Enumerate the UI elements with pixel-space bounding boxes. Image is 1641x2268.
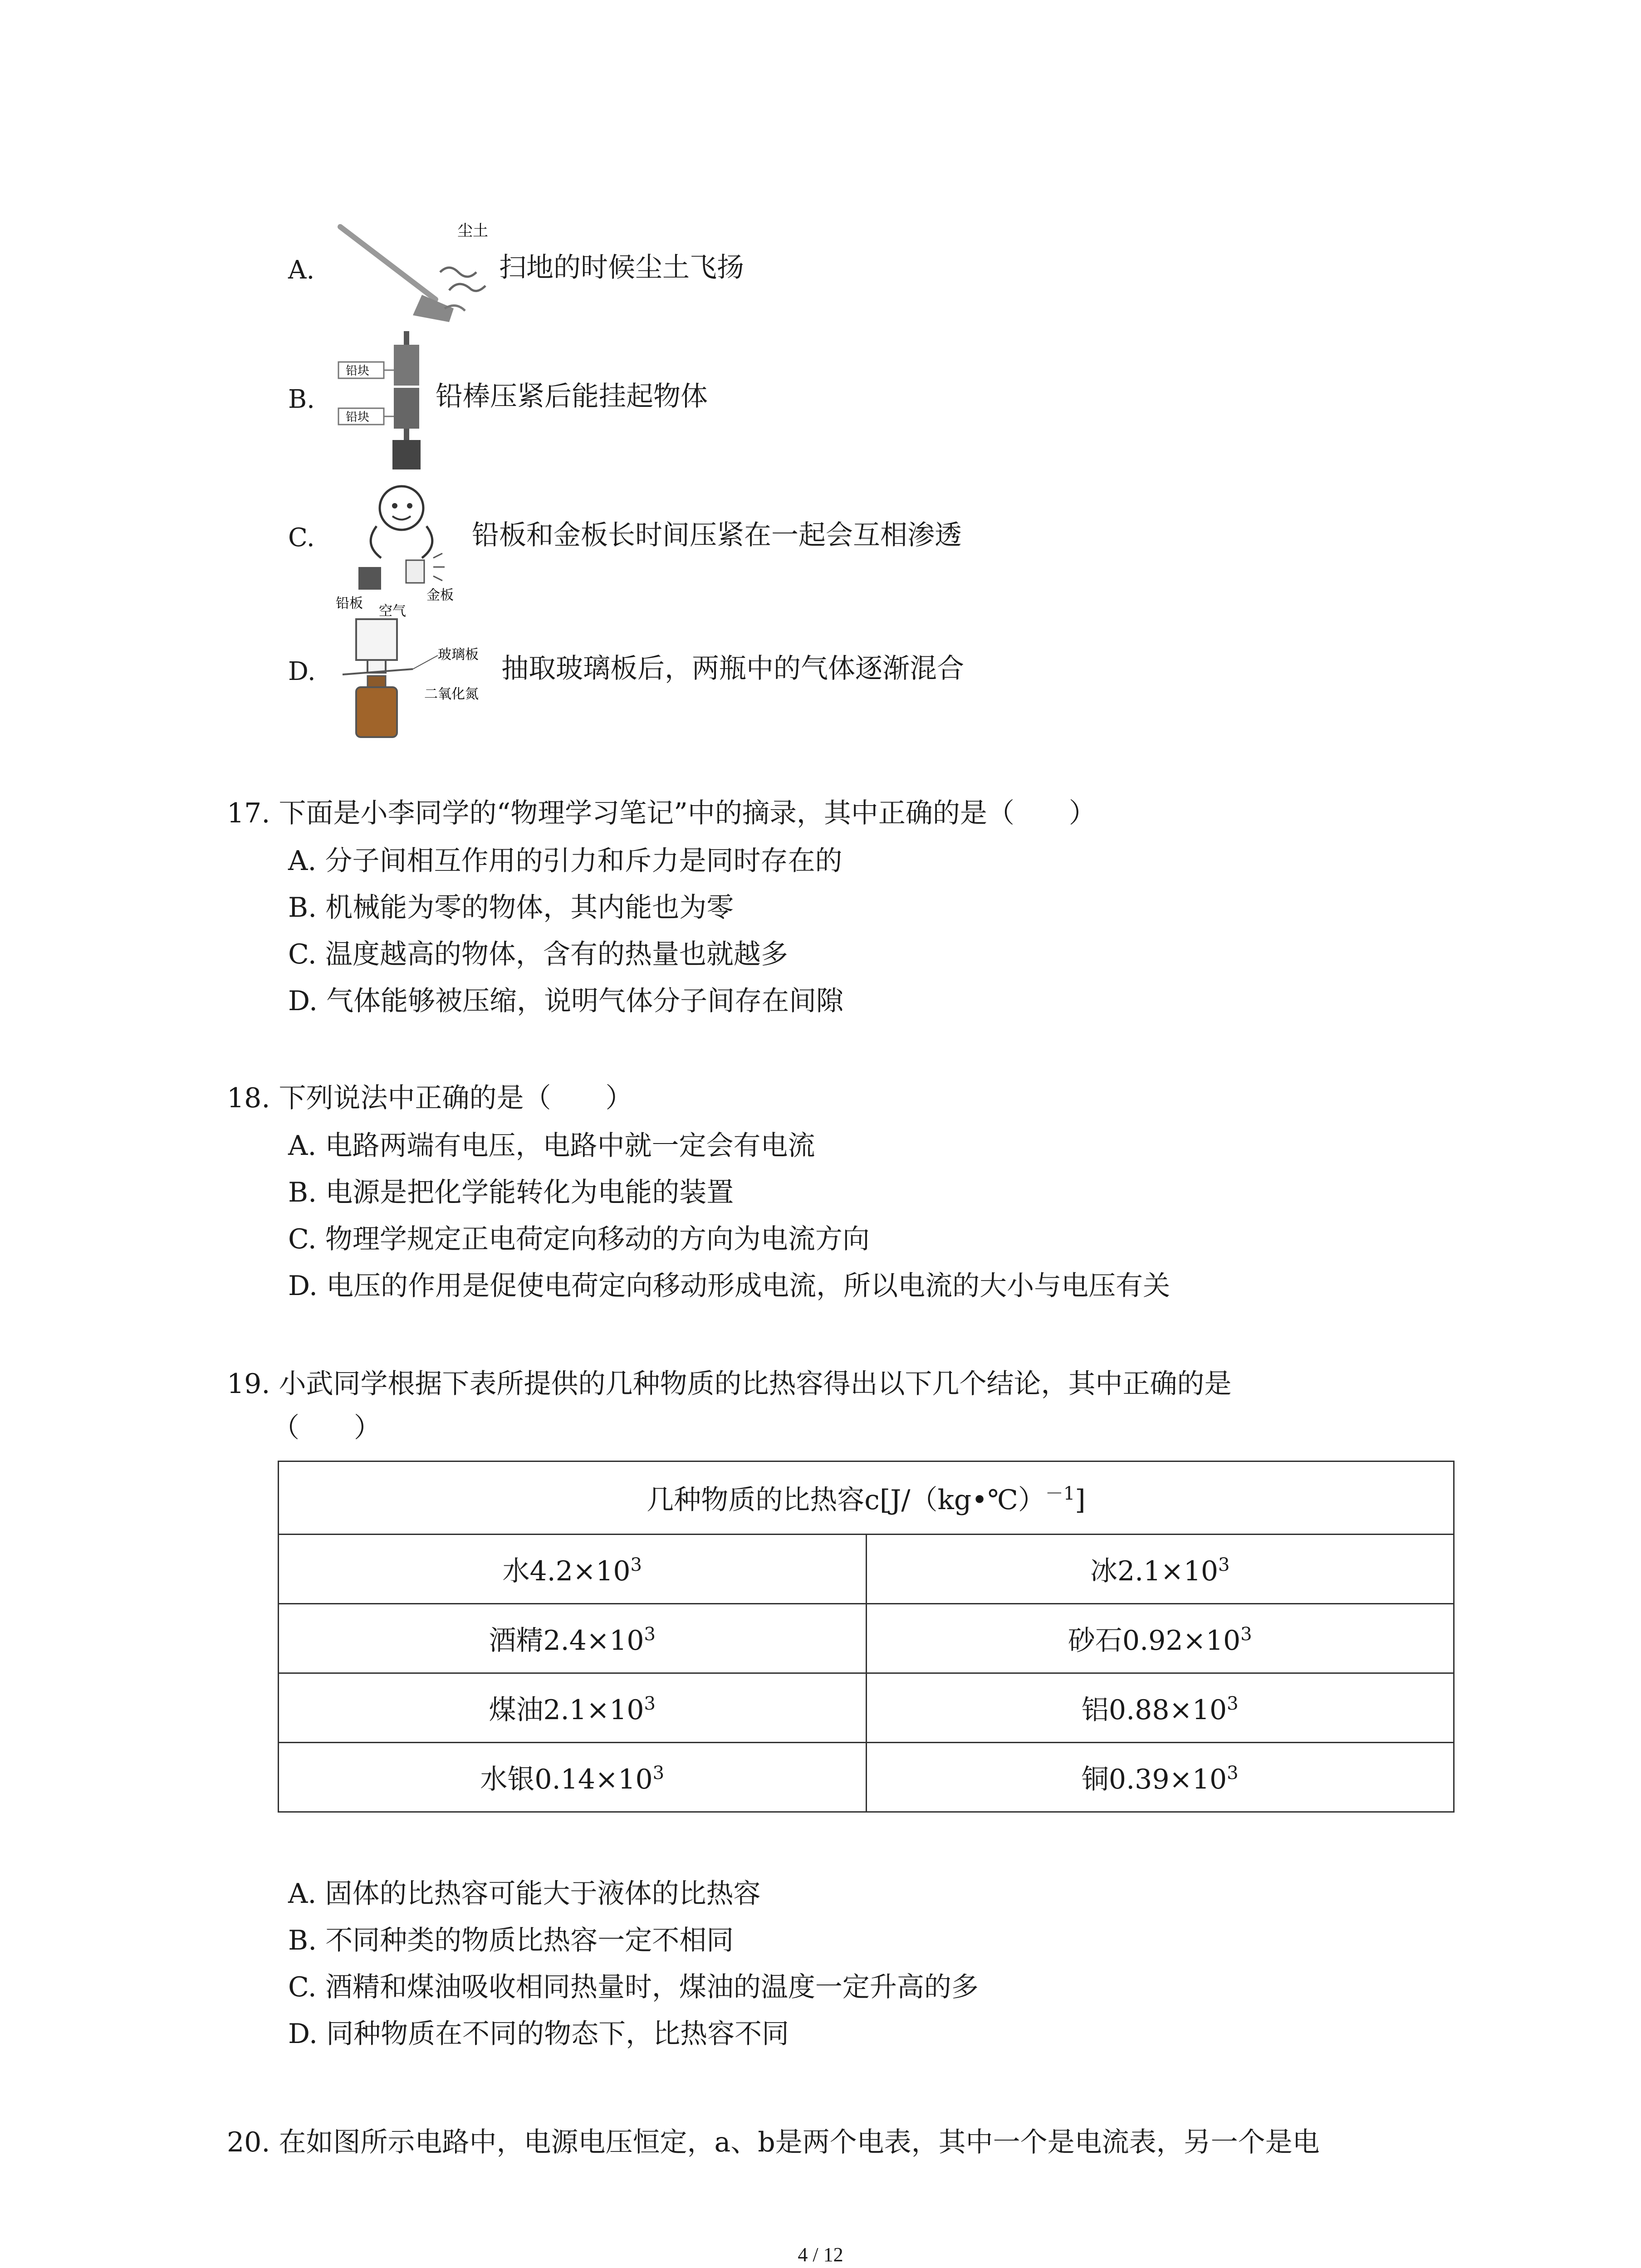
table-cell: 煤油$2.1\times 10^3$ (279, 1673, 867, 1743)
option-c: C. 物理学规定正电荷定向移动的方向为电流方向 (288, 1223, 870, 1255)
option-d: D. 电压的作用是促使电荷定向移动形成电流，所以电流的大小与电压有关 (288, 1270, 1171, 1302)
question-20-stem: 20. 在如图所示电路中，电源电压恒定，a、b是两个电表，其中一个是电流表，另一个是电 (227, 2126, 1320, 2158)
table-row (279, 1743, 1454, 1812)
option-letter: D. (288, 657, 316, 686)
gas-bottles-figure (333, 601, 497, 746)
option-text: 抽取玻璃板后，两瓶中的气体逐渐混合 (501, 653, 964, 684)
lead-cylinders-figure (336, 331, 436, 472)
table-cell: 砂石$0.92\times 10^3$ (866, 1604, 1454, 1673)
table-header-row (279, 1461, 1454, 1535)
no2-label: 二氧化氮 (424, 686, 479, 702)
lead-label-1: 铅块 (346, 364, 370, 378)
option-c: C. 温度越高的物体，含有的热量也就越多 (288, 938, 788, 970)
page-number: 4 / 12 (798, 2244, 843, 2266)
table-cell: 铜$0.39\times 10^3$ (866, 1743, 1454, 1812)
dust-label: 尘土 (457, 222, 488, 240)
lead-plate-label: 铅板 (336, 596, 363, 611)
option-d: D. 气体能够被压缩，说明气体分子间存在间隙 (288, 985, 844, 1017)
option-a: A. 电路两端有电压，电路中就一定会有电流 (288, 1130, 815, 1162)
table-header-cell: 几种物质的比热容c[J/（kg•℃）$^{-1}$] (279, 1461, 1454, 1535)
option-letter: B. (288, 385, 315, 414)
specific-heat-table (278, 1461, 1455, 1813)
sweeping-dust-figure (336, 218, 499, 336)
table-cell: 水银$0.14\times 10^3$ (279, 1743, 867, 1812)
metal-plates-figure (333, 481, 483, 612)
question-stem: 18. 下列说法中正确的是（ ） (227, 1082, 633, 1114)
table-row (279, 1535, 1454, 1604)
option-a: A. 固体的比热容可能大于液体的比热容 (288, 1878, 761, 1910)
option-letter: A. (288, 255, 315, 285)
option-d: D. 同种物质在不同的物态下，比热容不同 (288, 2018, 789, 2050)
option-b: B. 不同种类的物质比热容一定不相同 (288, 1925, 734, 1956)
option-c: C. 酒精和煤油吸收相同热量时，煤油的温度一定升高的多 (288, 1971, 979, 2003)
option-text: 铅板和金板长时间压紧在一起会互相渗透 (472, 519, 962, 551)
answer-brackets: （ ） (272, 1412, 381, 1444)
option-text: 扫地的时候尘土飞扬 (499, 252, 744, 284)
question-stem: 17. 下面是小李同学的“物理学习笔记”中的摘录，其中正确的是（ ） (227, 797, 1096, 829)
table-row (279, 1673, 1454, 1743)
option-letter: C. (288, 523, 315, 552)
option-b: B. 电源是把化学能转化为电能的装置 (288, 1177, 734, 1208)
question-stem: 19. 小武同学根据下表所提供的几种物质的比热容得出以下几个结论，其中正确的是 (227, 1368, 1232, 1400)
table-cell: 铝$0.88\times 10^3$ (866, 1673, 1454, 1743)
glass-plate-label: 玻璃板 (438, 647, 479, 663)
table-cell: 酒精$2.4\times 10^3$ (279, 1604, 867, 1673)
lead-label-2: 铅块 (346, 411, 370, 424)
option-b: B. 机械能为零的物体，其内能也为零 (288, 892, 734, 924)
option-text: 铅棒压紧后能挂起物体 (436, 381, 708, 412)
option-a: A. 分子间相互作用的引力和斥力是同时存在的 (288, 845, 843, 877)
table-cell: 冰$2.1\times 10^3$ (866, 1535, 1454, 1604)
gold-plate-label: 金板 (426, 587, 454, 603)
air-label: 空气 (379, 603, 406, 619)
table-row (279, 1604, 1454, 1673)
table-cell: 水$4.2\times 10^3$ (279, 1535, 867, 1604)
